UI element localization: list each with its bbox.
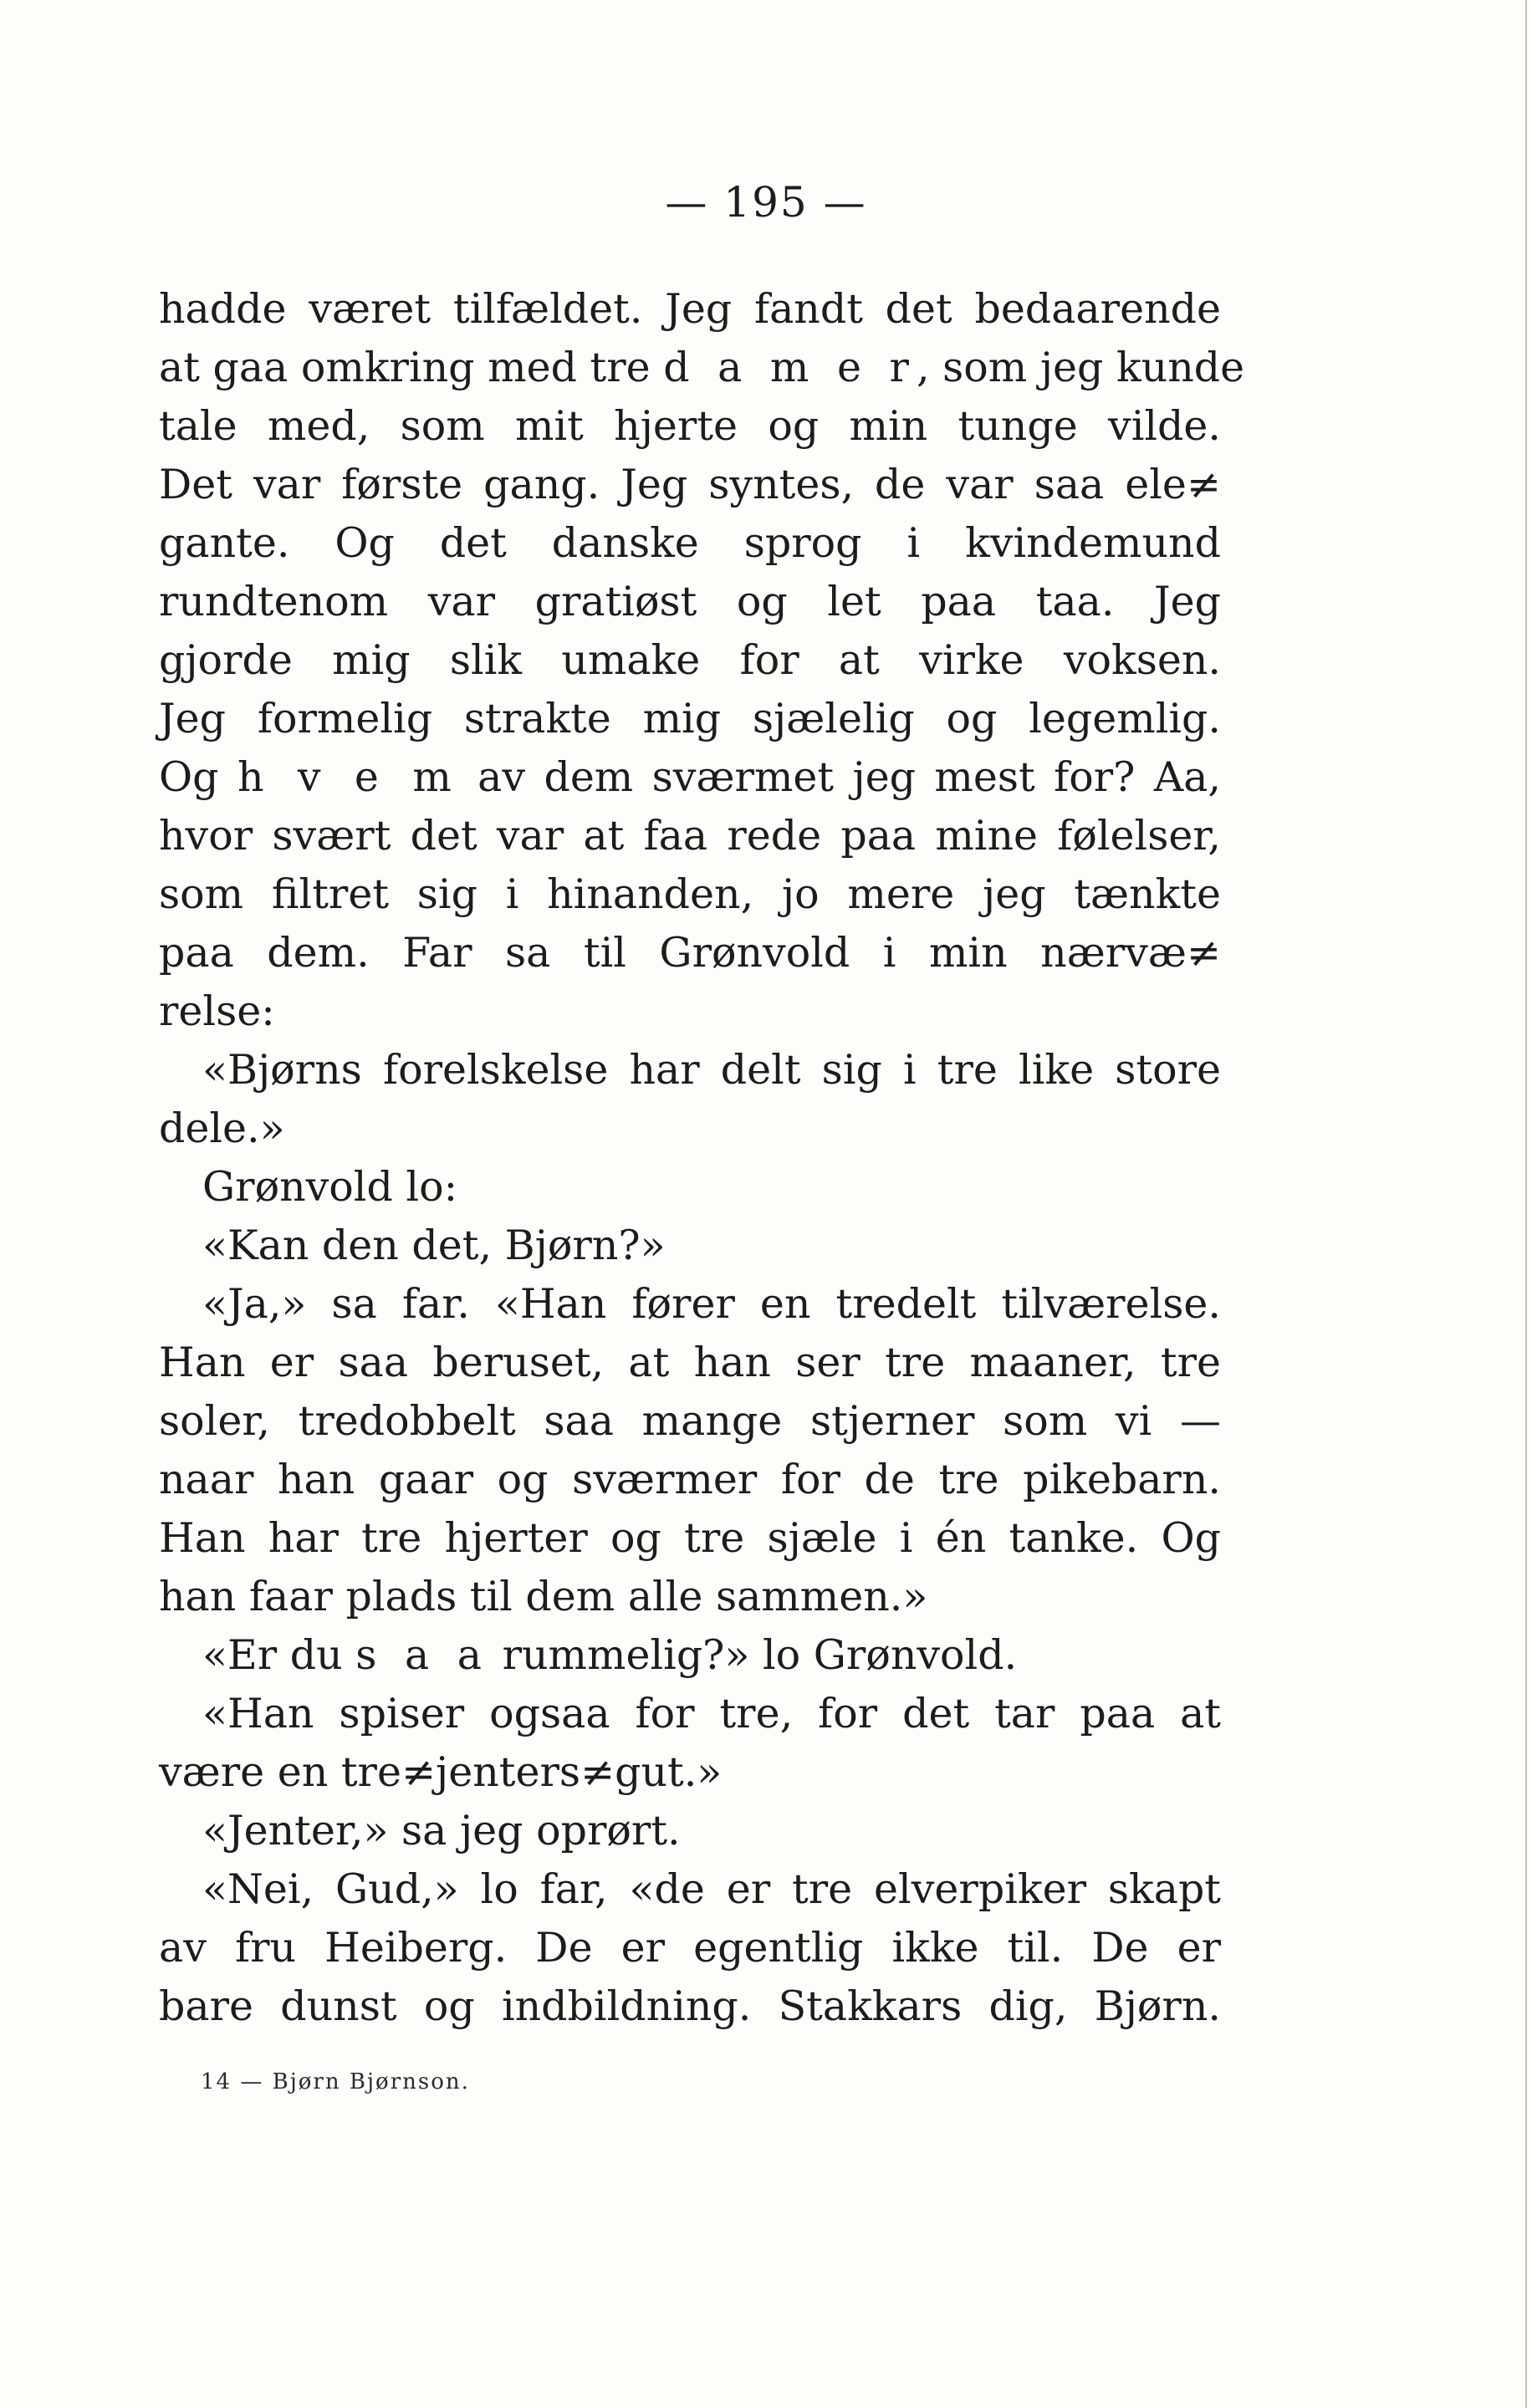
text-line: Han er saa beruset, at han ser tre maaner, tre (159, 1339, 1221, 1386)
text-line: Jeg formelig strakte mig sjælelig og legemlig. (159, 695, 1221, 742)
text-line: dele.» (159, 1105, 285, 1152)
text-line: hadde været tilfældet. Jeg fandt det bedaarende (159, 285, 1221, 333)
text-line: at gaa omkring med tre d a m e r, som jeg kunde (159, 344, 1245, 391)
text-line: bare dunst og indbildning. Stakkars dig, Bjørn. (159, 1982, 1221, 2030)
text-line: relse: (159, 987, 275, 1035)
text-line: «Ja,» sa far. «Han fører en tredelt tilværelse. (202, 1280, 1221, 1328)
text-line: «Bjørns forelskelse har delt sig i tre like store (202, 1046, 1221, 1094)
signature-mark: 14 — Bjørn Bjørnson. (201, 2069, 470, 2094)
text-line: paa dem. Far sa til Grønvold i min nærvæ≠ (159, 929, 1221, 977)
emphasis-word: h v e m (237, 753, 459, 801)
text-line: Han har tre hjerter og tre sjæle i én tanke. Og (159, 1514, 1221, 1562)
text-line: av fru Heiberg. De er egentlig ikke til. De er (159, 1924, 1221, 1972)
text-line: tale med, som mit hjerte og min tunge vilde. (159, 402, 1221, 450)
text-line: «Han spiser ogsaa for tre, for det tar paa at (202, 1690, 1221, 1737)
text-line: han faar plads til dem alle sammen.» (159, 1573, 928, 1620)
text-line: rundtenom var gratiøst og let paa taa. Jeg (159, 578, 1221, 625)
text-line: Det var første gang. Jeg syntes, de var saa ele≠ (159, 461, 1221, 508)
emphasis-word: d a m e r (663, 344, 917, 391)
text-line: være en tre≠jenters≠gut.» (159, 1748, 723, 1796)
text-line: «Kan den det, Bjørn?» (202, 1222, 666, 1269)
text-line: soler, tredobbelt saa mange stjerner som vi — (159, 1397, 1221, 1445)
text-line: hvor svært det var at faa rede paa mine følelser, (159, 812, 1221, 860)
text-line: Og h v e m av dem sværmet jeg mest for? Aa, (159, 753, 1221, 801)
text-line: «Nei, Gud,» lo far, «de er tre elverpiker skapt (202, 1865, 1221, 1913)
page-number: — 195 — (665, 178, 867, 227)
emphasis-word: s a a (355, 1631, 489, 1679)
body-text (159, 280, 1245, 2036)
text-line: naar han gaar og sværmer for de tre pikebarn. (159, 1456, 1221, 1503)
text-line: «Er du s a a rummelig?» lo Grønvold. (202, 1631, 1018, 1679)
text-line: som filtret sig i hinanden, jo mere jeg tænkte (159, 870, 1221, 918)
text-line: «Jenter,» sa jeg oprørt. (202, 1807, 681, 1854)
text-line: gante. Og det danske sprog i kvindemund (159, 519, 1221, 567)
text-line: gjorde mig slik umake for at virke voksen. (159, 636, 1221, 684)
scan-edge-line (1525, 0, 1527, 2408)
text-line: Grønvold lo: (202, 1163, 458, 1211)
